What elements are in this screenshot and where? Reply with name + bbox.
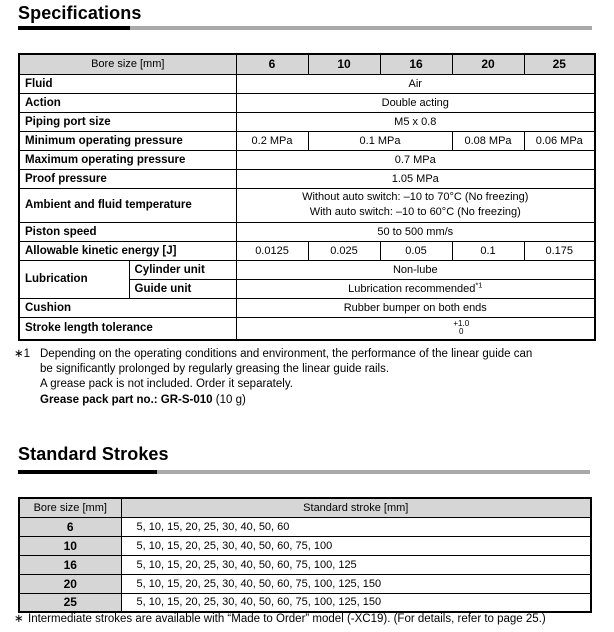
cylinder-unit-label: Cylinder unit [129, 260, 236, 279]
specifications-table [18, 53, 596, 341]
strokes-list-bore25: 5, 10, 15, 20, 25, 30, 40, 50, 60, 75, 100, 125, 150 [121, 593, 591, 612]
bore-col-16: 16 [380, 54, 452, 74]
temperature-value [236, 188, 595, 222]
tolerance-lower: 0 [459, 327, 464, 336]
spec-row-action [19, 93, 595, 112]
strokes-row-bore6 [19, 517, 591, 536]
bore-col-20: 20 [452, 54, 524, 74]
piping-port-label: Piping port size [19, 112, 236, 131]
piping-port-value: M5 x 0.8 [236, 112, 595, 131]
footnote1-text [40, 347, 532, 408]
stroke-tolerance-label: Stroke length tolerance [19, 317, 236, 340]
spec-row-proof-pressure [19, 169, 595, 188]
min-pressure-bore20: 0.08 MPa [452, 131, 524, 150]
strokes-row-bore10 [19, 536, 591, 555]
max-pressure-label: Maximum operating pressure [19, 150, 236, 169]
spec-row-piston-speed [19, 222, 595, 241]
strokes-bore-10: 10 [19, 536, 121, 555]
strokes-row-bore16 [19, 555, 591, 574]
rule-black-segment [18, 470, 157, 474]
footnote1-line1: Depending on the operating conditions and environment, the performance of the linear guide can [40, 348, 533, 360]
spec-row-max-pressure [19, 150, 595, 169]
kinetic-energy-label: Allowable kinetic energy [J] [19, 241, 236, 260]
footnote1-reference: *1 [475, 279, 483, 289]
footnote1-line3: A grease pack is not included. Order it separately. [40, 378, 293, 391]
lubrication-label: Lubrication [19, 260, 129, 298]
grease-pack-part-no: Grease pack part no.: GR-S-010 [40, 393, 213, 406]
max-pressure-value: 0.7 MPa [236, 150, 595, 169]
action-label: Action [19, 93, 236, 112]
kinetic-energy-bore25: 0.175 [524, 241, 595, 260]
bore-col-25: 25 [524, 54, 595, 74]
strokes-list-bore16: 5, 10, 15, 20, 25, 30, 40, 50, 60, 75, 100, 125 [121, 555, 591, 574]
action-value: Double acting [236, 93, 595, 112]
spec-row-kinetic-energy [19, 241, 595, 260]
rule-gray-segment [130, 26, 592, 30]
grease-pack-weight: (10 g) [212, 393, 246, 406]
min-pressure-label: Minimum operating pressure [19, 131, 236, 150]
kinetic-energy-bore16: 0.05 [380, 241, 452, 260]
rule-black-segment [18, 26, 130, 30]
fluid-label: Fluid [19, 74, 236, 93]
rule-gray-segment [157, 470, 590, 474]
kinetic-energy-bore20: 0.1 [452, 241, 524, 260]
strokes-header-row [19, 498, 591, 517]
min-pressure-bore10-16: 0.1 MPa [308, 131, 452, 150]
strokes-list-bore20: 5, 10, 15, 20, 25, 30, 40, 50, 60, 75, 100, 125, 150 [121, 574, 591, 593]
bore-size-header: Bore size [mm] [19, 54, 236, 74]
proof-pressure-label: Proof pressure [19, 169, 236, 188]
temperature-without-switch: Without auto switch: –10 to 70°C (No freezing) [302, 191, 529, 203]
spec-row-temperature [19, 188, 595, 222]
footnote2-text: Intermediate strokes are available with “Made to Order” model (-XC19). (For details, refer to page 25.) [28, 613, 546, 625]
specifications-title: Specifications [18, 3, 142, 23]
standard-strokes-table [18, 497, 592, 613]
standard-strokes-title: Standard Strokes [18, 444, 169, 464]
strokes-stroke-header: Standard stroke [mm] [121, 498, 591, 517]
guide-unit-label: Guide unit [129, 279, 236, 298]
footnote1-line2: be significantly prolonged by regularly greasing the linear guide rails. [40, 363, 390, 376]
specifications-footnote [14, 347, 600, 408]
tolerance-stack [453, 320, 469, 337]
temperature-with-switch: With auto switch: –10 to 60°C (No freezing) [309, 206, 521, 218]
spec-row-fluid [19, 74, 595, 93]
proof-pressure-value: 1.05 MPa [236, 169, 595, 188]
strokes-bore-20: 20 [19, 574, 121, 593]
kinetic-energy-bore10: 0.025 [308, 241, 380, 260]
temperature-label: Ambient and fluid temperature [19, 188, 236, 222]
strokes-row-bore20 [19, 574, 591, 593]
fluid-value: Air [236, 74, 595, 93]
stroke-tolerance-value [236, 317, 595, 340]
cushion-label: Cushion [19, 298, 236, 317]
specifications-heading-rule [18, 26, 592, 30]
strokes-list-bore10: 5, 10, 15, 20, 25, 30, 40, 50, 60, 75, 100 [121, 536, 591, 555]
footnote1-line4 [40, 393, 532, 408]
spec-row-piping [19, 112, 595, 131]
cylinder-unit-value: Non-lube [236, 260, 595, 279]
standard-strokes-heading-rule [18, 470, 590, 474]
strokes-bore-16: 16 [19, 555, 121, 574]
strokes-row-bore25 [19, 593, 591, 612]
spec-row-cushion [19, 298, 595, 317]
strokes-bore-header: Bore size [mm] [19, 498, 121, 517]
piston-speed-value: 50 to 500 mm/s [236, 222, 595, 241]
spec-row-min-pressure [19, 131, 595, 150]
bore-col-6: 6 [236, 54, 308, 74]
spec-row-lubrication-cylinder [19, 260, 595, 279]
strokes-bore-6: 6 [19, 517, 121, 536]
strokes-list-bore6: 5, 10, 15, 20, 25, 30, 40, 50, 60 [121, 517, 591, 536]
min-pressure-bore6: 0.2 MPa [236, 131, 308, 150]
piston-speed-label: Piston speed [19, 222, 236, 241]
strokes-bore-25: 25 [19, 593, 121, 612]
guide-unit-value [236, 279, 595, 298]
tolerance-upper: +1.0 [453, 318, 470, 328]
kinetic-energy-bore6: 0.0125 [236, 241, 308, 260]
footnote2-marker: ∗ [14, 613, 24, 625]
cushion-value: Rubber bumper on both ends [236, 298, 595, 317]
spec-header-row [19, 54, 595, 74]
standard-strokes-footnote [14, 612, 610, 627]
spec-row-stroke-tolerance [19, 317, 595, 340]
footnote1-marker: ∗1 [14, 348, 31, 360]
guide-unit-value-text: Lubrication recommended [348, 282, 476, 295]
bore-col-10: 10 [308, 54, 380, 74]
min-pressure-bore25: 0.06 MPa [524, 131, 595, 150]
